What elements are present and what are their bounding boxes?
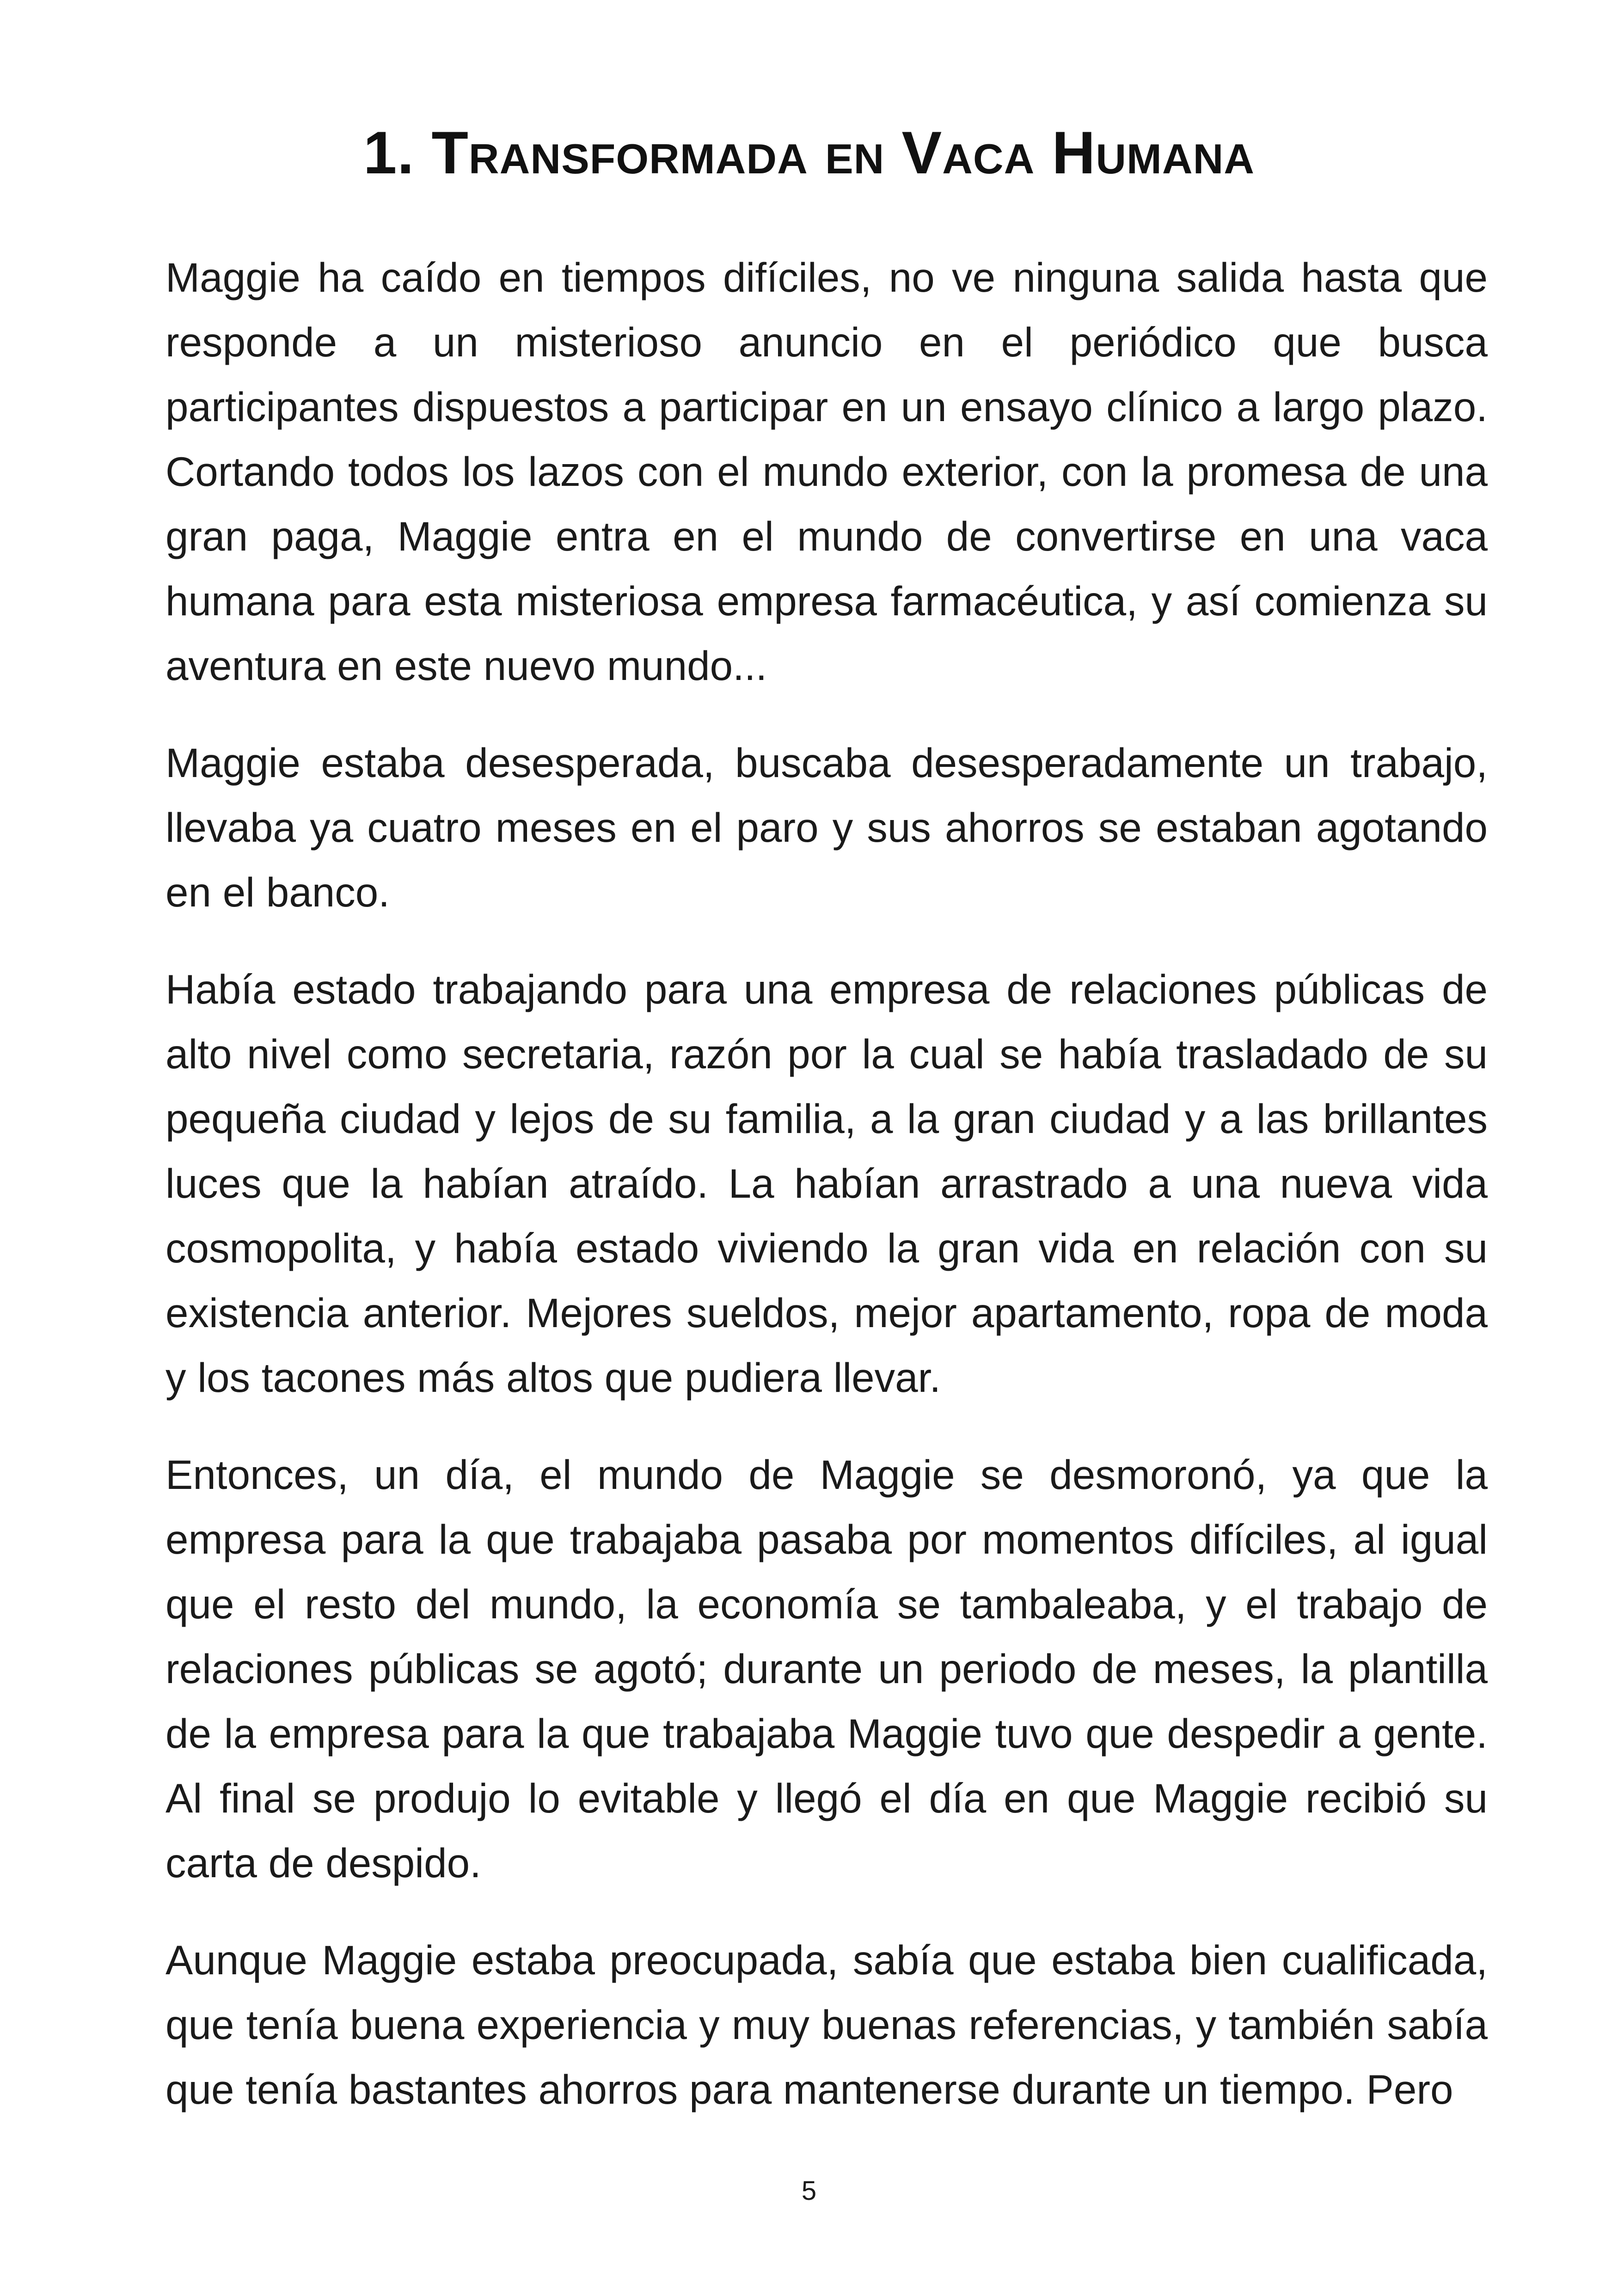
paragraph-5: Aunque Maggie estaba preocupada, sabía que estaba bien cualificada, que tenía buena experiencia y muy buenas referencias, y también sabía que tenía bastantes ahorros para mantenerse durante un tiempo. Pero bbox=[165, 1937, 1488, 2112]
page-number: 5 bbox=[801, 2176, 817, 2206]
paragraph-4: Entonces, un día, el mundo de Maggie se desmoronó, ya que la empresa para la que trabajaba pasaba por momentos difíciles, al igual que el resto del mundo, la economía se tambaleaba, y el trabajo de relaciones públicas se agotó; durante un periodo de meses, la plantilla de la empresa para la que trabajaba Maggie tuvo que despedir a gente. Al final se produjo lo evitable y llegó el día en que Maggie recibió su carta de despido. bbox=[165, 1451, 1488, 1886]
paragraph-3: Había estado trabajando para una empresa de relaciones públicas de alto nivel como secretaria, razón por la cual se había trasladado de su pequeña ciudad y lejos de su familia, a la gran ciudad y a las brillantes luces que la habían atraído. La habían arrastrado a una nueva vida cosmopolita, y había estado viviendo la gran vida en relación con su existencia anterior. Mejores sueldos, mejor apartamento, ropa de moda y los tacones más altos que pudiera llevar. bbox=[165, 966, 1488, 1401]
body-text bbox=[165, 245, 1488, 2154]
chapter-title: 1. Transformada en Vaca Humana bbox=[363, 119, 1255, 186]
paragraph-1: Maggie ha caído en tiempos difíciles, no ve ninguna salida hasta que responde a un misterioso anuncio en el periódico que busca participantes dispuestos a participar en un ensayo clínico a largo plazo. Cortando todos los lazos con el mundo exterior, con la promesa de una gran paga, Maggie entra en el mundo de convertirse en una vaca humana para esta misteriosa empresa farmacéutica, y así comienza su aventura en este nuevo mundo... bbox=[165, 254, 1488, 689]
paragraph-2: Maggie estaba desesperada, buscaba desesperadamente un trabajo, llevaba ya cuatro meses en el paro y sus ahorros se estaban agotando en el banco. bbox=[165, 740, 1488, 915]
